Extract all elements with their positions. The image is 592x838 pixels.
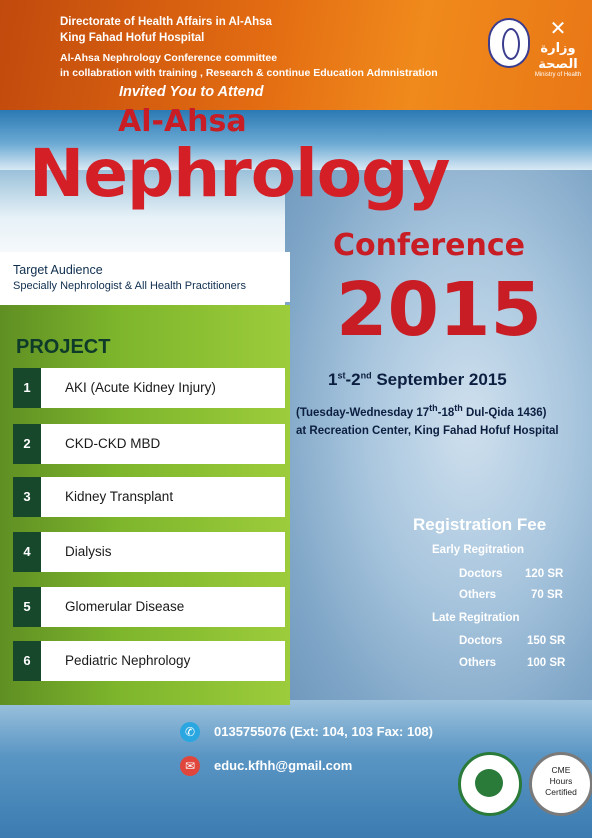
project-item (13, 477, 285, 517)
late-registration-label: Late Regitration (432, 612, 520, 624)
early-registration-label: Early Regitration (432, 544, 525, 556)
email-icon: ✉ (180, 756, 200, 776)
target-heading: Target Audience (13, 263, 103, 277)
fee-amount: 150 SR (527, 635, 566, 647)
project-item (13, 587, 285, 627)
project-item (13, 641, 285, 681)
fee-category: Others (459, 657, 497, 669)
header-directorate: Directorate of Health Affairs in Al-Ahsa (60, 16, 272, 28)
saudi-commission-seal-icon (458, 752, 522, 816)
cme-certified-badge: CME Hours Certified (529, 752, 592, 816)
event-venue: at Recreation Center, King Fahad Hofuf Hospital (296, 425, 559, 437)
header-collaboration: in collabration with training , Research & continue Education Admnistration (60, 67, 438, 79)
fee-category: Others (459, 589, 497, 601)
fee-amount: 70 SR (531, 589, 563, 601)
project-item-number: 2 (13, 424, 41, 464)
project-item-label: Glomerular Disease (65, 599, 185, 614)
email-text: educ.kfhh@gmail.com (214, 758, 353, 773)
project-item-label: Pediatric Nephrology (65, 653, 191, 668)
header-hospital: King Fahad Hofuf Hospital (60, 32, 205, 44)
fee-amount: 100 SR (527, 657, 566, 669)
project-item-number: 5 (13, 587, 41, 627)
project-item-number: 3 (13, 477, 41, 517)
phone-text: 0135755076 (Ext: 104, 103 Fax: 108) (214, 724, 433, 739)
ministry-of-health-logo-icon: ✕ وزارة الصحة Ministry of Health (534, 18, 582, 78)
project-heading: PROJECT (16, 336, 111, 358)
title-main: Nephrology (29, 135, 450, 212)
header-committee: Al-Ahsa Nephrology Conference committee (60, 52, 278, 64)
target-text: Specially Nephrologist & All Health Practitioners (13, 280, 246, 292)
fee-category: Doctors (459, 635, 503, 647)
invitation-text: Invited You to Attend (119, 84, 264, 100)
project-item (13, 368, 285, 408)
title-conference: Conference (333, 228, 526, 263)
event-hijri-date: (Tuesday-Wednesday 17th-18th Dul-Qida 1436) (296, 403, 547, 419)
project-item-label: AKI (Acute Kidney Injury) (65, 380, 216, 395)
title-year: 2015 (336, 267, 542, 353)
target-audience-box (0, 252, 290, 302)
title-city: Al-Ahsa (118, 104, 247, 139)
project-item (13, 424, 285, 464)
project-item-number: 1 (13, 368, 41, 408)
registration-title: Registration Fee (413, 515, 547, 534)
fee-amount: 120 SR (525, 568, 564, 580)
fee-category: Doctors (459, 568, 503, 580)
project-item-number: 4 (13, 532, 41, 572)
ssn-logo-icon (488, 18, 530, 68)
event-date: 1st-2nd September 2015 (328, 370, 507, 389)
project-item-label: CKD-CKD MBD (65, 436, 161, 451)
project-item (13, 532, 285, 572)
project-item-label: Dialysis (65, 544, 112, 559)
phone-icon: ✆ (180, 722, 200, 742)
project-item-label: Kidney Transplant (65, 489, 174, 504)
project-item-number: 6 (13, 641, 41, 681)
